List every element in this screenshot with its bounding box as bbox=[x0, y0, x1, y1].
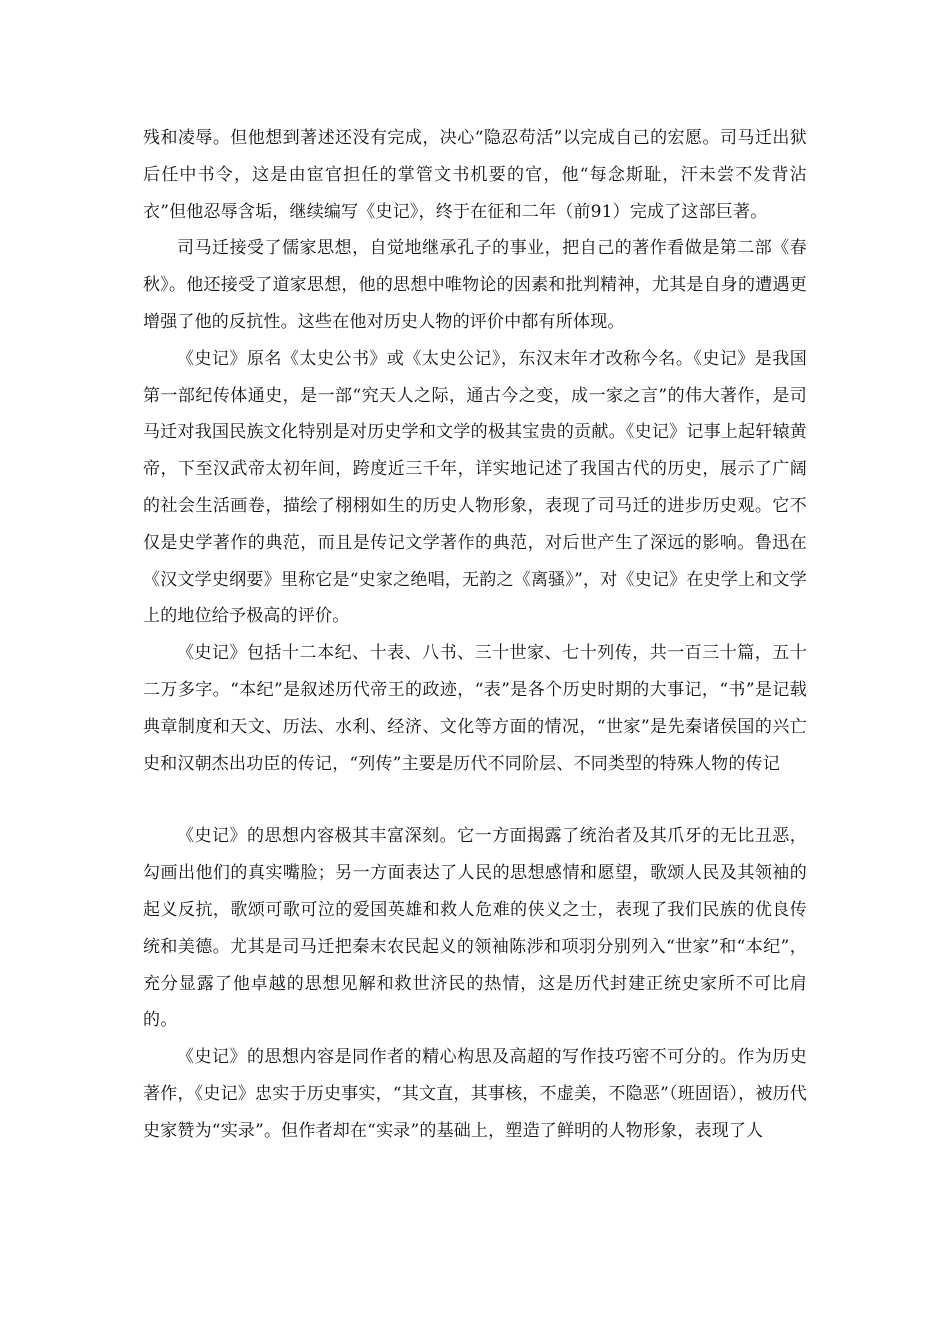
paragraph-3: 《史记》原名《太史公书》或《太史公记》，东汉末年才改称今名。《史记》是我国第一部纪传体通史，是一部“究天人之际，通古今之变，成一家之言”的伟大著作，是司马迁对我国民族文化特别是对历史学和文学的极其宝贵的贡献。《史记》记事上起轩辕黄帝，下至汉武帝太初年间，跨度近三千年，详实地记述了我国古代的历史，展示了广阔的社会生活画卷，描绘了栩栩如生的历史人物形象，表现了司马迁的进步历史观。它不仅是史学著作的典范，而且是传记文学著作的典范，对后世产生了深远的影响。鲁迅在《汉文学史纲要》里称它是“史家之绝唱，无韵之《离骚》”，对《史记》在史学上和文学上的地位给予极高的评价。 bbox=[143, 348, 807, 627]
paragraph-6: 《史记》的思想内容是同作者的精心构思及高超的写作技巧密不可分的。作为历史著作，《史记》忠实于历史事实，“其文直，其事核，不虚美，不隐恶”（班固语），被历代史家赞为“实录”。但作者却在“实录”的基础上，塑造了鲜明的人物形象，表现了人 bbox=[143, 1047, 807, 1141]
document-page bbox=[143, 120, 807, 1150]
paragraph-2: 司马迁接受了儒家思想，自觉地继承孔子的事业，把自己的著作看做是第二部《春秋》。他还接受了道家思想，他的思想中唯物论的因素和批判精神，尤其是自身的遭遇更增强了他的反抗性。这些在他对历史人物的评价中都有所体现。 bbox=[143, 238, 807, 332]
paragraph-5: 《史记》的思想内容极其丰富深刻。它一方面揭露了统治者及其爪牙的无比丑恶，勾画出他们的真实嘴脸；另一方面表达了人民的思想感情和愿望，歌颂人民及其领袖的起义反抗，歌颂可歌可泣的爱国英雄和救人危难的侠义之士，表现了我们民族的优良传统和美德。尤其是司马迁把秦末农民起义的领袖陈涉和项羽分别列入“世家”和“本纪”，充分显露了他卓越的思想见解和救世济民的热情，这是历代封建正统史家所不可比肩的。 bbox=[143, 826, 807, 1031]
paragraph-1: 残和凌辱。但他想到著述还没有完成，决心“隐忍苟活”以完成自己的宏愿。司马迁出狱后任中书令，这是由宦官担任的掌管文书机要的官，他“每念斯耻，汗未尝不发背沾衣”但他忍辱含垢，继续编写《史记》，终于在征和二年（前91）完成了这部巨著。 bbox=[143, 128, 807, 222]
paragraph-4: 《史记》包括十二本纪、十表、八书、三十世家、七十列传，共一百三十篇，五十二万多字。“本纪”是叙述历代帝王的政迹，“表”是各个历史时期的大事记，“书”是记载典章制度和天文、历法、水利、经济、文化等方面的情况，“世家”是先秦诸侯国的兴亡史和汉朝杰出功臣的传记，“列传”主要是历代不同阶层、不同类型的特殊人物的传记 bbox=[143, 643, 807, 774]
